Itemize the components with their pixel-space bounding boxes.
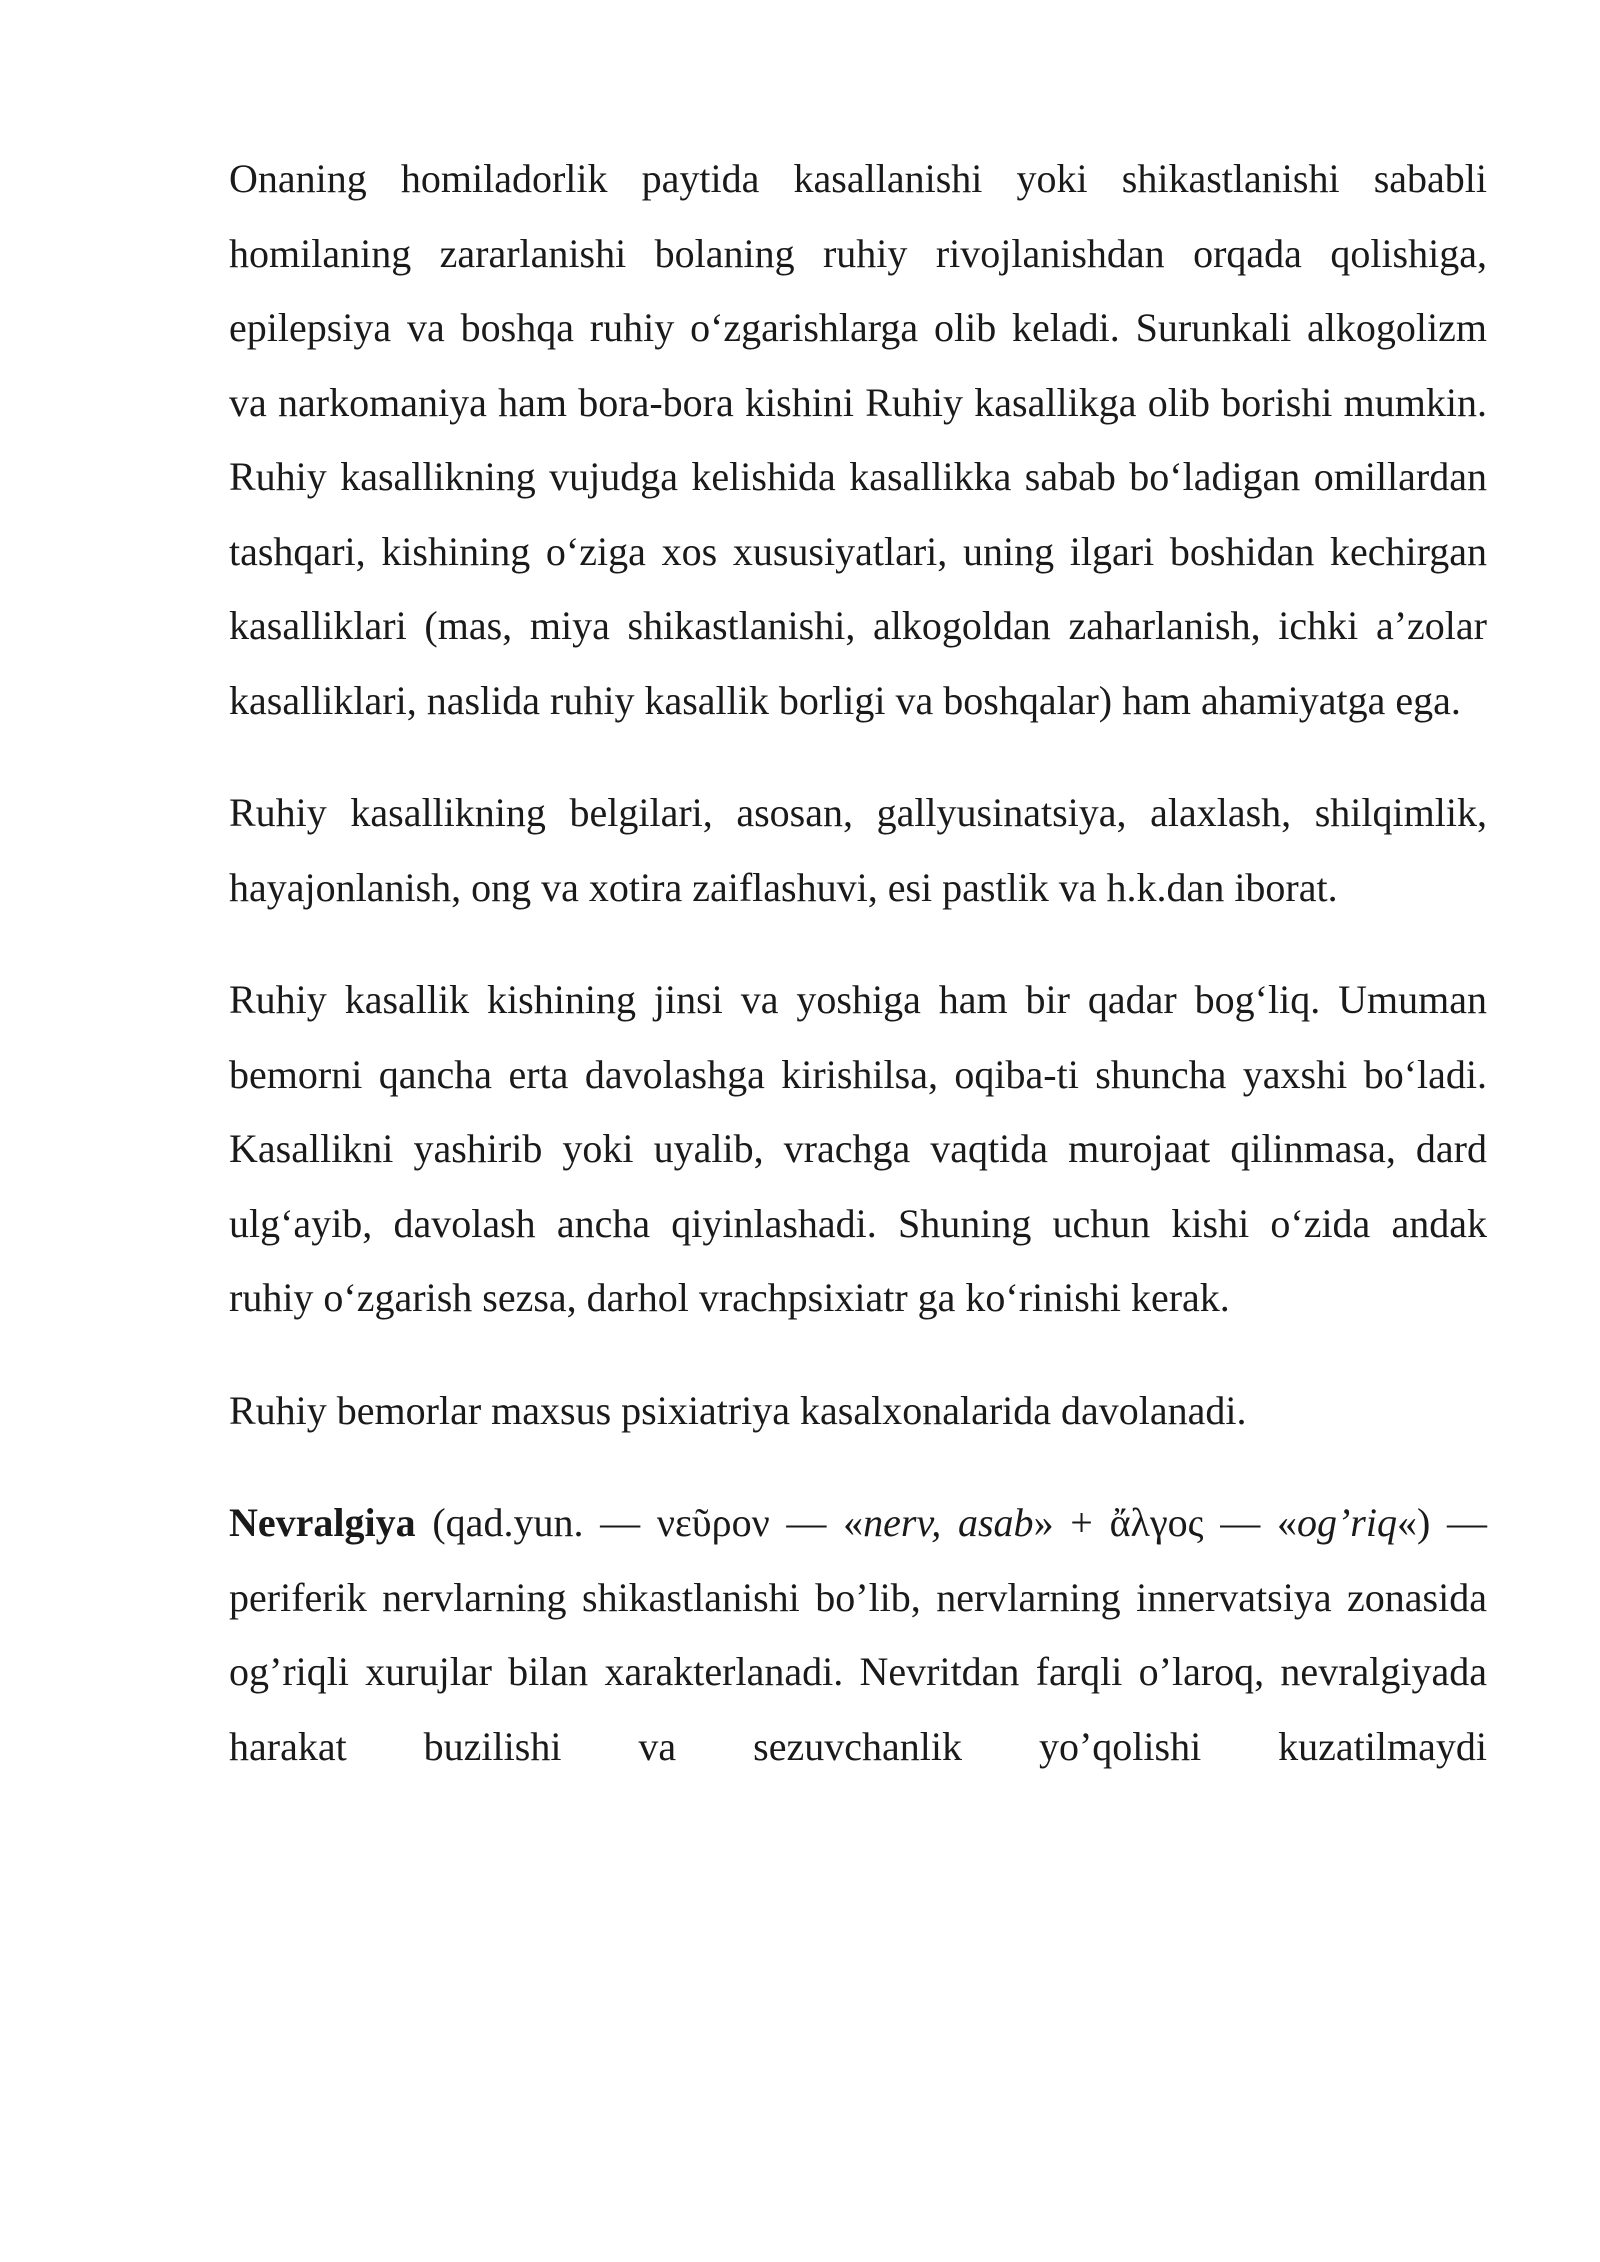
nevralgiya-text-1: (qad.yun. — νεῦρον — « <box>415 1500 864 1545</box>
paragraph-treatment: Ruhiy kasallik kishining jinsi va yoshiga ham bir qadar bog‘liq. Umuman bemorni qancha erta davolashga kirishilsa, oqiba-ti shuncha yaxshi bo‘ladi. Kasallikni yashirib yoki uyalib, vrachga vaqtida murojaat qilinmasa, dard ulg‘ayib, davolash ancha qiyinlashadi. Shuning uchun kishi o‘zida andak ruhiy o‘zgarish sezsa, darhol vrachpsixiatr ga ko‘rinishi kerak. <box>229 977 1487 1320</box>
nevralgiya-italic-1: nerv, asab <box>863 1500 1034 1545</box>
paragraph-causes: Onaning homiladorlik paytida kasallanishi yoki shikastlanishi sababli homilaning zararlanishi bolaning ruhiy rivojlanishdan orqada qolishiga, epilepsiya va boshqa ruhiy o‘zgarishlarga olib keladi. Surunkali alkogolizm va narkomaniya ham bora-bora kishini Ruhiy kasallikga olib borishi mumkin. Ruhiy kasallikning vujudga kelishida kasallikka sabab bo‘ladigan omillardan tashqari, kishining o‘ziga xos xususiyatlari, uning ilgari boshidan kechirgan kasalliklari (mas, miya shikastlanishi, alkogoldan zaharlanish, ichki a’zolar kasalliklari, naslida ruhiy kasallik borligi va boshqalar) ham ahamiyatga ega. <box>229 156 1487 723</box>
term-nevralgiya: Nevralgiya <box>229 1500 416 1545</box>
document-page <box>229 142 1487 1784</box>
paragraph-hospitals: Ruhiy bemorlar maxsus psixiatriya kasalxonalarida davolanadi. <box>229 1387 1247 1433</box>
paragraph-symptoms: Ruhiy kasallikning belgilari, asosan, gallyusinatsiya, alaxlash, shilqimlik, hayajonlanish, ong va xotira zaiflashuvi, esi pastlik va h.k.dan iborat. <box>229 790 1487 910</box>
nevralgiya-italic-2: og’riq <box>1296 1500 1397 1545</box>
paragraph-nevralgiya <box>229 1486 1487 1784</box>
nevralgiya-text-3: «) — periferik nervlarning shikastlanishi bo’lib, nervlarning innervatsiya zonasida og’riqli xurujlar bilan xarakterlanadi. Nevritdan farqli o’laroq, nevralgiyada harakat buzilishi va sezuvchanlik yo’qolishi kuzatilmaydi <box>229 1500 1488 1769</box>
nevralgiya-text-2: » + ἄλγος — « <box>1033 1500 1297 1545</box>
